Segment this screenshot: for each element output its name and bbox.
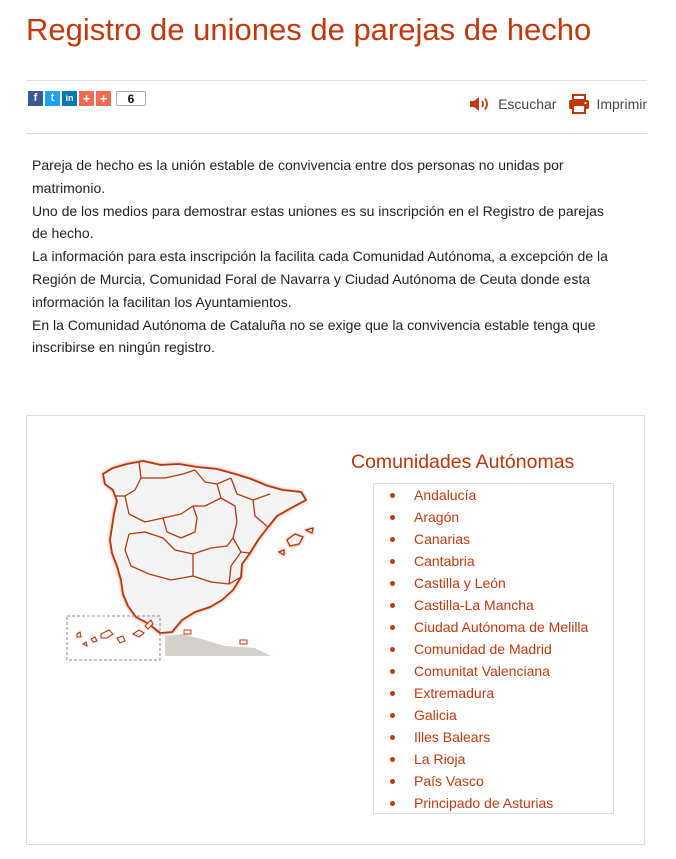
- communities-panel: [26, 415, 645, 845]
- community-label: Castilla y León: [414, 575, 506, 591]
- share-count: 6: [116, 91, 146, 106]
- addthis-icon[interactable]: +: [96, 91, 111, 106]
- map-ceuta[interactable]: [184, 630, 191, 634]
- share-bar: [28, 91, 146, 106]
- communities-title: Comunidades Autónomas: [351, 451, 575, 473]
- print-button[interactable]: [568, 94, 647, 114]
- bullet-icon: [390, 515, 395, 520]
- spain-map: [65, 434, 315, 664]
- community-link-andalucia[interactable]: [374, 484, 613, 506]
- linkedin-icon[interactable]: in: [62, 91, 77, 106]
- map-balearic-islands[interactable]: [279, 528, 313, 555]
- community-link-illes-balears[interactable]: [374, 726, 613, 748]
- google-plus-icon[interactable]: +: [79, 91, 94, 106]
- tools-divider: [26, 133, 647, 134]
- community-label: Principado de Asturias: [414, 795, 554, 811]
- community-link-extremadura[interactable]: [374, 682, 613, 704]
- facebook-icon[interactable]: f: [28, 91, 43, 106]
- bullet-icon: [390, 713, 395, 718]
- intro-paragraph: La información para esta inscripción la facilita cada Comunidad Autónoma, a excepción de la Región de Murcia, Comunidad Foral de Navarra y Ciudad Autónoma de Ceuta donde esta información la facilitan los Ayuntamientos.: [32, 248, 608, 310]
- community-link-asturias[interactable]: [374, 792, 613, 814]
- community-label: Illes Balears: [414, 729, 491, 745]
- community-link-galicia[interactable]: [374, 704, 613, 726]
- community-label: Canarias: [414, 531, 471, 547]
- listen-label: Escuchar: [498, 96, 557, 112]
- bullet-icon: [390, 647, 395, 652]
- intro-paragraph: Pareja de hecho es la unión estable de convivencia entre dos personas no unidas por matrimonio.: [32, 157, 564, 196]
- map-mainland[interactable]: [103, 461, 306, 633]
- community-label: Cantabria: [414, 553, 475, 569]
- community-link-melilla[interactable]: [374, 616, 613, 638]
- communities-list: [373, 483, 614, 814]
- speaker-icon: [468, 95, 492, 113]
- community-label: Ciudad Autónoma de Melilla: [414, 619, 589, 635]
- intro-paragraph: En la Comunidad Autónoma de Cataluña no se exige que la convivencia estable tenga que inscribirse en ningún registro.: [32, 316, 596, 356]
- community-label: Comunitat Valenciana: [414, 663, 550, 679]
- community-label: Extremadura: [414, 685, 495, 701]
- bullet-icon: [390, 625, 395, 630]
- page-title: Registro de uniones de parejas de hecho: [26, 12, 592, 47]
- community-label: Aragón: [414, 509, 460, 525]
- bullet-icon: [390, 581, 395, 586]
- page-tools: [468, 94, 647, 114]
- listen-button[interactable]: [468, 95, 556, 113]
- community-label: Castilla-La Mancha: [414, 597, 534, 613]
- community-label: País Vasco: [414, 773, 484, 789]
- community-link-cantabria[interactable]: [374, 550, 613, 572]
- bullet-icon: [390, 757, 395, 762]
- community-link-la-rioja[interactable]: [374, 748, 613, 770]
- community-link-pais-vasco[interactable]: [374, 770, 613, 792]
- bullet-icon: [390, 669, 395, 674]
- twitter-icon[interactable]: t: [45, 91, 60, 106]
- bullet-icon: [390, 779, 395, 784]
- community-link-canarias[interactable]: [374, 528, 613, 550]
- bullet-icon: [390, 801, 395, 806]
- map-canary-islands[interactable]: [77, 620, 153, 646]
- intro-text: [32, 154, 622, 359]
- community-link-aragon[interactable]: [374, 506, 613, 528]
- bullet-icon: [390, 735, 395, 740]
- community-label: La Rioja: [414, 751, 466, 767]
- map-north-africa: [165, 634, 271, 656]
- bullet-icon: [390, 603, 395, 608]
- top-divider: [26, 80, 647, 81]
- community-label: Andalucía: [414, 487, 477, 503]
- community-link-castilla-la-mancha[interactable]: [374, 594, 613, 616]
- bullet-icon: [390, 493, 395, 498]
- community-link-valenciana[interactable]: [374, 660, 613, 682]
- print-label: Imprimir: [596, 96, 647, 112]
- intro-paragraph: Uno de los medios para demostrar estas uniones es su inscripción en el Registro de parejas de hecho.: [32, 202, 604, 242]
- map-melilla[interactable]: [240, 640, 247, 644]
- community-link-madrid[interactable]: [374, 638, 613, 660]
- community-link-castilla-leon[interactable]: [374, 572, 613, 594]
- bullet-icon: [390, 537, 395, 542]
- community-label: Galicia: [414, 707, 457, 723]
- bullet-icon: [390, 559, 395, 564]
- community-label: Comunidad de Madrid: [414, 641, 552, 657]
- bullet-icon: [390, 691, 395, 696]
- printer-icon: [568, 94, 590, 114]
